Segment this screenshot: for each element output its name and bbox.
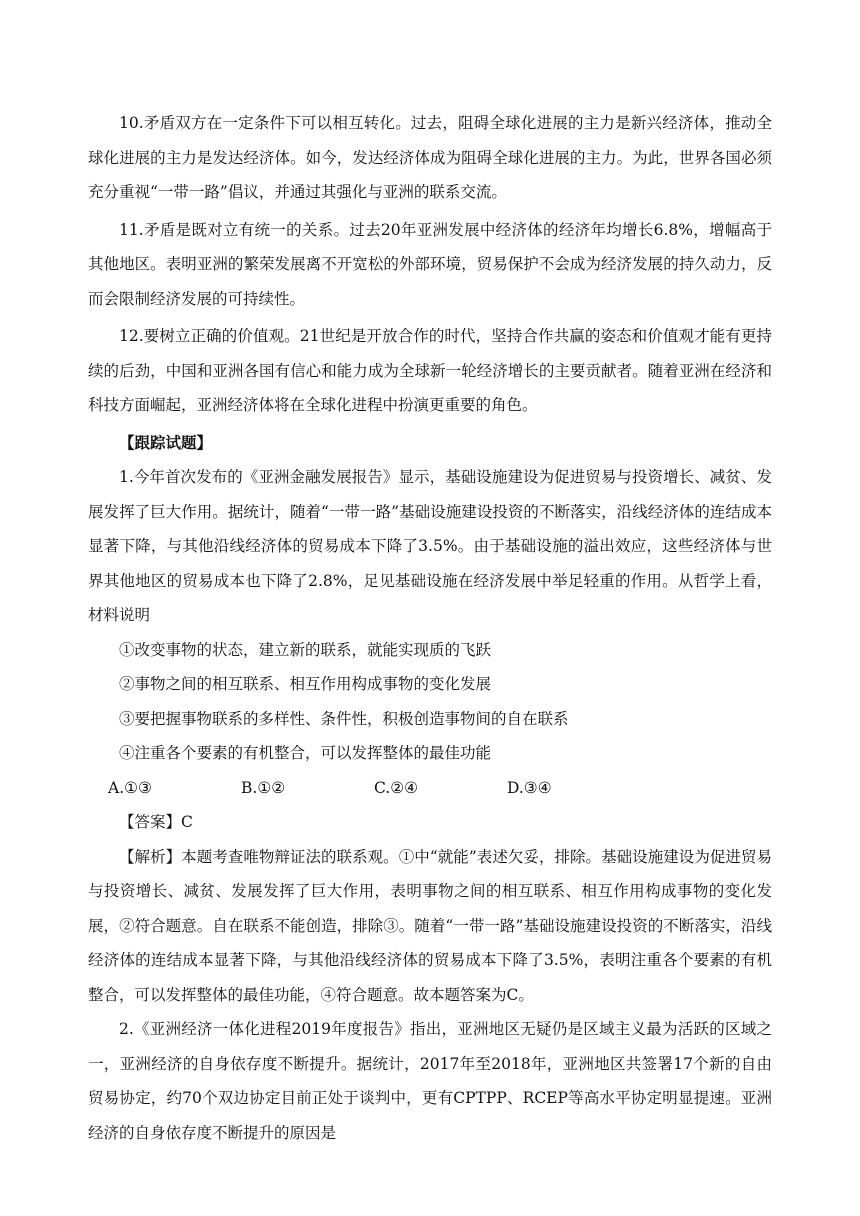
question-1-stem: 1.今年首次发布的《亚洲金融发展报告》显示，基础设施建设为促进贸易与投资增长、减贫、发展发挥了巨大作用。据统计，随着“一带一路”基础设施建设投资的不断落实，沿线经济体的连结成本显著下降，与其他沿线经济体的贸易成本下降了3.5%。由于基础设施的溢出效应，这些经济体与世界其他地区的贸易成本也下降了2.8%，足见基础设施在经济发展中举足轻重的作用。从哲学上看，材料说明	[88, 468, 772, 624]
point-12-paragraph: 12.要树立正确的价值观。21世纪是开放合作的时代，坚持合作共赢的姿态和价值观才能有更持续的后劲，中国和亚洲各国有信心和能力成为全球新一轮经济增长的主要贡献者。随着亚洲在经济和科技方面崛起，亚洲经济体将在全球化进程中扮演更重要的角色。	[88, 327, 772, 414]
question-1-statement-3: ③要把握事物联系的多样性、条件性，积极创造事物间的自在联系	[119, 709, 569, 728]
point-11-paragraph: 11.矛盾是既对立有统一的关系。过去20年亚洲发展中经济体的经济年均增长6.8%，增幅高于其他地区。表明亚洲的繁荣发展离不开宽松的外部环境，贸易保护不会成为经济发展的持久动力，反而会限制经济发展的可持续性。	[88, 220, 772, 308]
option-d: D.③④	[507, 778, 552, 797]
question-1-statement-1: ①改变事物的状态，建立新的联系，就能实现质的飞跃	[119, 640, 492, 659]
question-2-stem: 2.《亚洲经济一体化进程2019年度报告》指出，亚洲地区无疑仍是区域主义最为活跃的区域之一，亚洲经济的自身依存度不断提升。据统计，2017年至2018年，亚洲地区共签署17个新的自由贸易协定，约70个双边协定目前正处于谈判中，更有CPTPP、RCEP等高水平协定明显提速。亚洲经济的自身依存度不断提升的原因是	[88, 1020, 772, 1142]
question-1-options	[88, 771, 772, 806]
question-1-analysis: 【解析】本题考查唯物辩证法的联系观。①中“就能”表述欠妥，排除。基础设施建设为促进贸易与投资增长、减贫、发展发挥了巨大作用，表明事物之间的相互联系、相互作用构成事物的变化发展，②符合题意。自在联系不能创造，排除③。随着“一带一路”基础设施建设投资的不断落实，沿线经济体的连结成本显著下降，与其他沿线经济体的贸易成本下降了3.5%，表明注重各个要素的有机整合，可以发挥整体的最佳功能，④符合题意。故本题答案为C。	[88, 847, 772, 1004]
question-1-answer: 【答案】C	[119, 813, 193, 831]
point-10-paragraph: 10.矛盾双方在一定条件下可以相互转化。过去，阻碍全球化进展的主力是新兴经济体，推动全球化进展的主力是发达经济体。如今，发达经济体成为阻碍全球化进展的主力。为此，世界各国必须充分重视“一带一路”倡议，并通过其强化与亚洲的联系交流。	[88, 114, 772, 201]
question-1-statement-2: ②事物之间的相互联系、相互作用构成事物的变化发展	[119, 675, 492, 693]
question-1-statement-4: ④注重各个要素的有机整合，可以发挥整体的最佳功能	[119, 744, 492, 762]
section-heading: 【跟踪试题】	[119, 432, 213, 452]
option-b: B.①②	[241, 778, 286, 797]
option-c: C.②④	[374, 778, 419, 797]
option-a: A.①③	[108, 778, 152, 797]
